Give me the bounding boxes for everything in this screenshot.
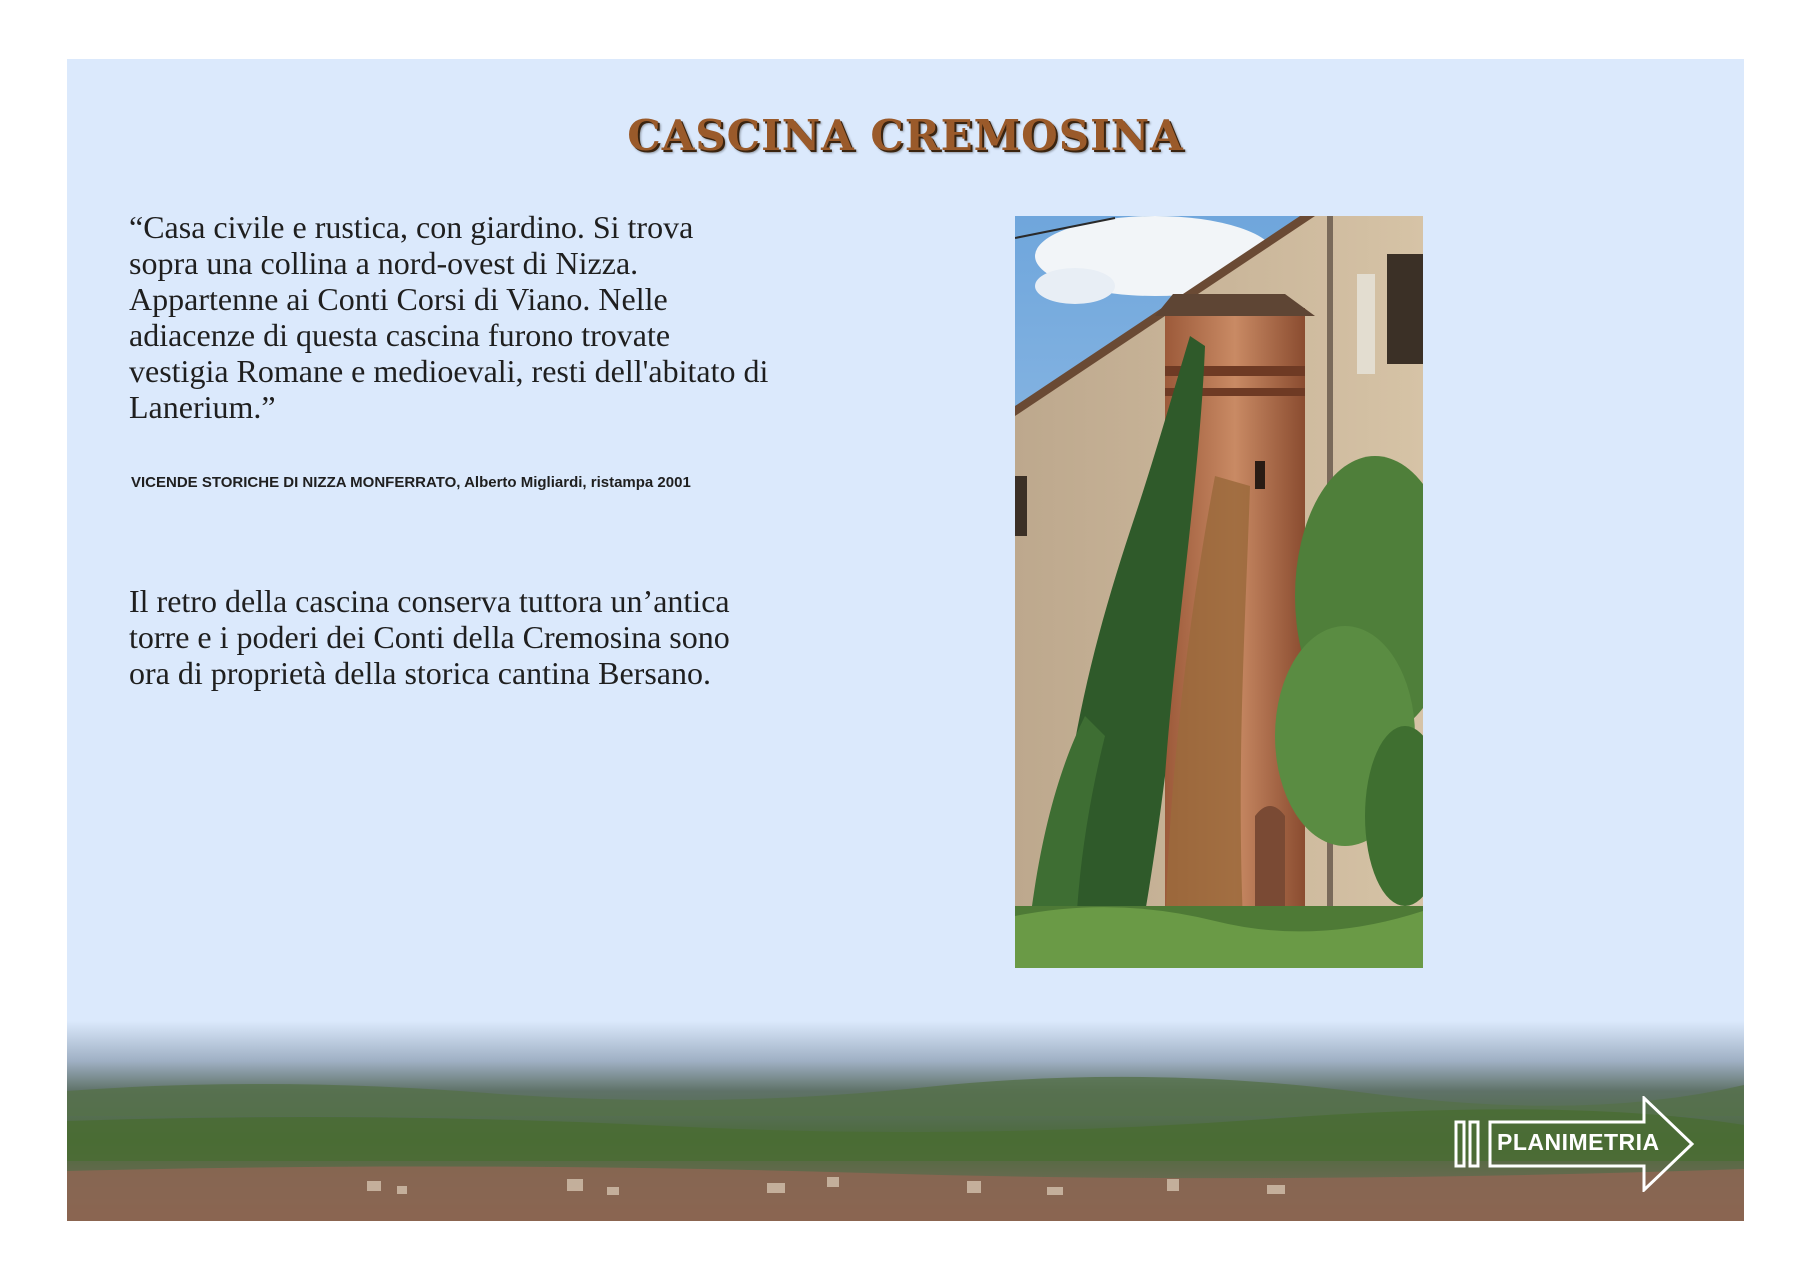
quote-text: “Casa civile e rustica, con giardino. Si trova sopra una collina a nord-ovest di Nizza. Appartenne ai Conti Corsi di Viano. Nelle adiacenze di questa cascina furono trovate vestigia Romane e medioevali, resti dell'abitato di Lanerium.” [129, 209, 769, 425]
planimetria-button[interactable] [1454, 1096, 1696, 1192]
citation-text: VICENDE STORICHE DI NIZZA MONFERRATO, Alberto Migliardi, ristampa 2001 [131, 474, 691, 491]
description-text: Il retro della cascina conserva tuttora un’antica torre e i poderi dei Conti della Cremosina sono ora di proprietà della storica cantina Bersano. [129, 583, 730, 691]
tower-photo [1015, 216, 1423, 968]
page-title: CASCINA CREMOSINA [627, 111, 1184, 160]
slide [67, 59, 1744, 1221]
planimetria-label: PLANIMETRIA [1497, 1129, 1660, 1155]
